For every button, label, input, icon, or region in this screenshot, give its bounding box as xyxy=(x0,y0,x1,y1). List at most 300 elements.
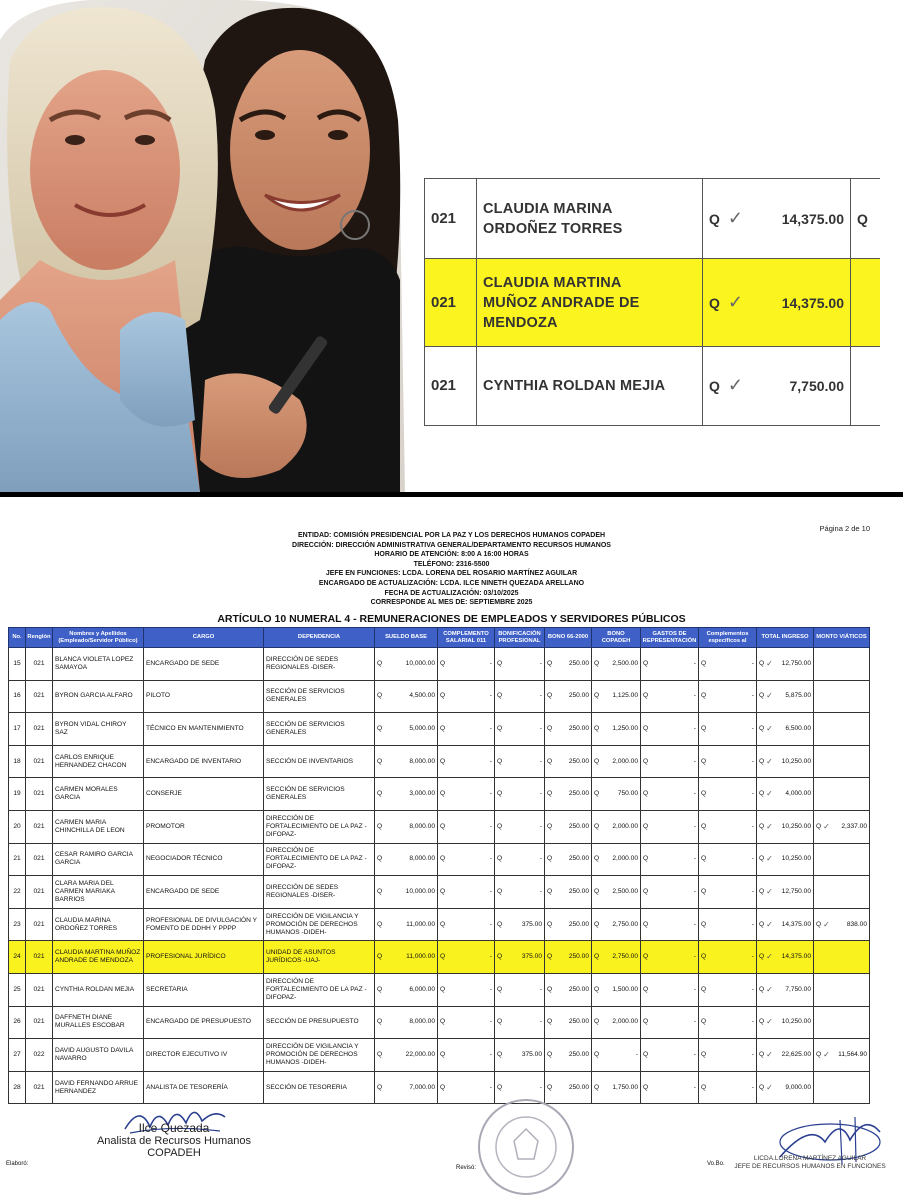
cell-bonif xyxy=(495,843,545,876)
cell-bonif xyxy=(495,778,545,811)
currency-symbol: Q xyxy=(440,1083,446,1091)
cell-bonocop xyxy=(592,843,641,876)
cell-dependencia: UNIDAD DE ASUNTOS JURÍDICOS -UAJ- xyxy=(264,941,375,974)
cell-gastos xyxy=(641,648,699,681)
currency-symbol: Q xyxy=(547,953,553,961)
cell-cargo: PILOTO xyxy=(144,680,264,713)
cell-sueldo xyxy=(375,973,438,1006)
cell-gastos xyxy=(641,973,699,1006)
cell-gastos xyxy=(641,713,699,746)
currency-symbol: Q xyxy=(643,985,649,993)
cell-compesp xyxy=(699,1006,757,1039)
amount-value: - xyxy=(539,985,542,993)
cell-total xyxy=(757,941,814,974)
amount-value: 12,750.00 xyxy=(781,659,811,667)
amount-value: - xyxy=(751,790,754,798)
currency-symbol: Q xyxy=(497,692,503,700)
currency-symbol: Q xyxy=(594,1083,600,1091)
column-header: DEPENDENCIA xyxy=(264,628,375,648)
currency-symbol: Q xyxy=(643,790,649,798)
currency-symbol: Q xyxy=(759,887,765,895)
zoom-currency: Q xyxy=(709,294,720,311)
amount-value: 2,750.00 xyxy=(612,920,638,928)
amount-value: 250.00 xyxy=(568,855,589,863)
amount-value: - xyxy=(489,1050,492,1058)
elaboro-signature-block xyxy=(84,1122,264,1159)
cell-no: 22 xyxy=(9,876,26,909)
cell-compesp xyxy=(699,713,757,746)
zoom-amount-cell xyxy=(703,259,851,347)
zoom-renglon: 021 xyxy=(425,259,477,347)
amount-value: 12,750.00 xyxy=(781,887,811,895)
amount-value: 10,250.00 xyxy=(781,757,811,765)
table-row xyxy=(9,908,870,941)
currency-symbol: Q xyxy=(547,1083,553,1091)
currency-symbol: Q xyxy=(440,790,446,798)
header-line: ENTIDAD: COMISIÓN PRESIDENCIAL POR LA PAZ Y LOS DERECHOS HUMANOS COPADEH xyxy=(297,532,606,539)
amount-value: 250.00 xyxy=(568,1083,589,1091)
amount-value: - xyxy=(751,724,754,732)
amount-value: 7,000.00 xyxy=(409,1083,435,1091)
cell-bono66 xyxy=(545,876,592,909)
cell-sueldo xyxy=(375,713,438,746)
check-mark-icon: ✓ xyxy=(766,886,773,896)
cell-bonocop xyxy=(592,713,641,746)
amount-value: - xyxy=(539,790,542,798)
zoom-amount: 14,375.00 xyxy=(781,210,844,227)
amount-value: 22,000.00 xyxy=(405,1050,435,1058)
currency-symbol: Q xyxy=(759,1050,765,1058)
currency-symbol: Q xyxy=(497,887,503,895)
currency-symbol: Q xyxy=(816,920,822,928)
cell-dependencia: DIRECCIÓN DE FORTALECIMIENTO DE LA PAZ -DIFOPAZ- xyxy=(264,810,375,843)
amount-value: - xyxy=(693,822,696,830)
cell-compesp xyxy=(699,876,757,909)
amount-value: 250.00 xyxy=(568,692,589,700)
cell-bonif xyxy=(495,648,545,681)
column-header: Nombres y Apellidos (Empleado/Servidor Público) xyxy=(53,628,144,648)
cell-bonocop xyxy=(592,778,641,811)
cell-comp xyxy=(438,941,495,974)
cell-total xyxy=(757,973,814,1006)
amount-value: 11,000.00 xyxy=(406,953,435,961)
column-header: COMPLEMENTO SALARIAL 011 xyxy=(438,628,495,648)
cell-nombre: DAFFNETH DIANE MURALLES ESCOBAR xyxy=(53,1006,144,1039)
cell-comp xyxy=(438,648,495,681)
cell-total xyxy=(757,680,814,713)
column-header: No. xyxy=(9,628,26,648)
cell-cargo: PROFESIONAL JURÍDICO xyxy=(144,941,264,974)
cell-sueldo xyxy=(375,876,438,909)
cell-viaticos xyxy=(814,648,870,681)
jefe-signature-block xyxy=(730,1155,890,1171)
cell-compesp xyxy=(699,648,757,681)
currency-symbol: Q xyxy=(497,1018,503,1026)
amount-value: - xyxy=(539,724,542,732)
table-row xyxy=(9,876,870,909)
cell-bonif xyxy=(495,973,545,1006)
currency-symbol: Q xyxy=(701,724,707,732)
cell-dependencia: SECCIÓN DE PRESUPUESTO xyxy=(264,1006,375,1039)
cell-viaticos xyxy=(814,810,870,843)
amount-value: - xyxy=(751,985,754,993)
currency-symbol: Q xyxy=(440,953,446,961)
currency-symbol: Q xyxy=(377,822,383,830)
column-header: CARGO xyxy=(144,628,264,648)
check-mark-icon: ✓ xyxy=(823,821,830,831)
cell-gastos xyxy=(641,1071,699,1104)
currency-symbol: Q xyxy=(377,920,383,928)
amount-value: 250.00 xyxy=(568,887,589,895)
cell-cargo: ENCARGADO DE SEDE xyxy=(144,876,264,909)
photo-illustration xyxy=(0,0,410,492)
cell-sueldo xyxy=(375,810,438,843)
currency-symbol: Q xyxy=(377,1018,383,1026)
cell-renglon: 021 xyxy=(26,1071,53,1104)
cell-bonocop xyxy=(592,1006,641,1039)
cell-renglon: 021 xyxy=(26,648,53,681)
amount-value: - xyxy=(751,659,754,667)
currency-symbol: Q xyxy=(547,724,553,732)
collage-top xyxy=(0,0,903,492)
amount-value: - xyxy=(751,822,754,830)
cell-nombre: CARMEN MORALES GARCIA xyxy=(53,778,144,811)
currency-symbol: Q xyxy=(547,822,553,830)
currency-symbol: Q xyxy=(759,1018,765,1026)
zoom-name-line: MENDOZA xyxy=(483,314,558,331)
cell-bono66 xyxy=(545,680,592,713)
cell-dependencia: DIRECCIÓN DE SEDES REGIONALES -DISER- xyxy=(264,648,375,681)
photo-two-women xyxy=(0,0,410,492)
cell-sueldo xyxy=(375,745,438,778)
vobo-label: Vo.Bo. xyxy=(707,1161,725,1167)
currency-symbol: Q xyxy=(643,1018,649,1026)
amount-value: - xyxy=(751,757,754,765)
elaboro-title: Analista de Recursos Humanos xyxy=(96,1135,252,1147)
currency-symbol: Q xyxy=(701,1018,707,1026)
currency-symbol: Q xyxy=(547,1050,553,1058)
currency-symbol: Q xyxy=(701,790,707,798)
cell-bono66 xyxy=(545,908,592,941)
cell-cargo: CONSERJE xyxy=(144,778,264,811)
currency-symbol: Q xyxy=(594,692,600,700)
currency-symbol: Q xyxy=(759,724,765,732)
amount-value: 14,375.00 xyxy=(781,920,811,928)
amount-value: - xyxy=(751,692,754,700)
currency-symbol: Q xyxy=(643,920,649,928)
table-row-highlighted xyxy=(9,941,870,974)
amount-value: 2,000.00 xyxy=(612,757,638,765)
zoom-name-line: CLAUDIA MARINA xyxy=(483,200,613,217)
column-header: MONTO VIÁTICOS xyxy=(814,628,870,648)
currency-symbol: Q xyxy=(377,757,383,765)
cell-compesp xyxy=(699,1071,757,1104)
zoom-name xyxy=(477,259,703,347)
amount-value: - xyxy=(539,887,542,895)
cell-bonocop xyxy=(592,941,641,974)
column-header: SUELDO BASE xyxy=(375,628,438,648)
amount-value: 750.00 xyxy=(617,790,638,798)
table-row xyxy=(9,745,870,778)
amount-value: 4,000.00 xyxy=(785,790,811,798)
amount-value: - xyxy=(489,887,492,895)
currency-symbol: Q xyxy=(594,920,600,928)
cell-nombre: DAVID AUGUSTO DAVILA NAVARRO xyxy=(53,1039,144,1072)
column-header: BONO COPADEH xyxy=(592,628,641,648)
cell-viaticos xyxy=(814,908,870,941)
cell-bonif xyxy=(495,680,545,713)
cell-no: 15 xyxy=(9,648,26,681)
cell-comp xyxy=(438,876,495,909)
currency-symbol: Q xyxy=(643,887,649,895)
amount-value: - xyxy=(751,887,754,895)
amount-value: - xyxy=(635,1050,638,1058)
amount-value: - xyxy=(693,724,696,732)
zoom-amount-cell xyxy=(703,347,851,426)
cell-renglon: 022 xyxy=(26,1039,53,1072)
currency-symbol: Q xyxy=(701,692,707,700)
remuneration-table xyxy=(8,627,870,1104)
cell-bonif xyxy=(495,876,545,909)
cell-viaticos xyxy=(814,941,870,974)
amount-value: 2,337.00 xyxy=(841,822,867,830)
currency-symbol: Q xyxy=(701,1050,707,1058)
cell-bonocop xyxy=(592,1071,641,1104)
currency-symbol: Q xyxy=(547,920,553,928)
amount-value: 250.00 xyxy=(568,1018,589,1026)
table-row xyxy=(9,648,870,681)
check-mark-icon: ✓ xyxy=(766,952,773,962)
cell-comp xyxy=(438,908,495,941)
zoom-amount-cell xyxy=(703,179,851,259)
currency-symbol: Q xyxy=(440,692,446,700)
check-mark-icon: ✓ xyxy=(766,1082,773,1092)
cell-sueldo xyxy=(375,941,438,974)
amount-value: - xyxy=(751,855,754,863)
cell-no: 17 xyxy=(9,713,26,746)
amount-value: - xyxy=(489,1018,492,1026)
cell-renglon: 021 xyxy=(26,843,53,876)
amount-value: 2,750.00 xyxy=(612,953,638,961)
amount-value: 1,750.00 xyxy=(612,1083,638,1091)
cell-viaticos xyxy=(814,843,870,876)
payroll-document xyxy=(0,497,903,1200)
amount-value: - xyxy=(751,920,754,928)
amount-value: - xyxy=(693,985,696,993)
amount-value: - xyxy=(539,1083,542,1091)
zoomed-table xyxy=(424,178,880,426)
amount-value: - xyxy=(693,757,696,765)
zoom-name xyxy=(477,179,703,259)
amount-value: - xyxy=(489,724,492,732)
currency-symbol: Q xyxy=(547,1018,553,1026)
cell-total xyxy=(757,908,814,941)
cell-viaticos xyxy=(814,876,870,909)
cell-sueldo xyxy=(375,908,438,941)
currency-symbol: Q xyxy=(643,953,649,961)
amount-value: 838.00 xyxy=(846,920,867,928)
amount-value: 5,875.00 xyxy=(785,692,811,700)
cell-bonif xyxy=(495,941,545,974)
amount-value: 9,000.00 xyxy=(785,1083,811,1091)
cell-no: 21 xyxy=(9,843,26,876)
amount-value: 1,125.00 xyxy=(612,692,638,700)
document-header xyxy=(0,531,903,608)
zoom-amount: 14,375.00 xyxy=(781,294,844,311)
amount-value: - xyxy=(489,692,492,700)
cell-bonif xyxy=(495,810,545,843)
cell-bonif xyxy=(495,908,545,941)
amount-value: 2,000.00 xyxy=(612,855,638,863)
zoom-currency: Q xyxy=(709,210,720,227)
cell-dependencia: DIRECCIÓN DE VIGILANCIA Y PROMOCIÓN DE DERECHOS HUMANOS -DIDEH- xyxy=(264,908,375,941)
zoom-next-cell: Q xyxy=(851,179,880,259)
cell-bonocop xyxy=(592,1039,641,1072)
cell-gastos xyxy=(641,908,699,941)
amount-value: - xyxy=(539,855,542,863)
cell-bono66 xyxy=(545,713,592,746)
currency-symbol: Q xyxy=(701,855,707,863)
currency-symbol: Q xyxy=(377,855,383,863)
currency-symbol: Q xyxy=(701,659,707,667)
cell-nombre: CARMEN MARIA CHINCHILLA DE LEON xyxy=(53,810,144,843)
table-row xyxy=(9,1039,870,1072)
cell-cargo: ENCARGADO DE INVENTARIO xyxy=(144,745,264,778)
currency-symbol: Q xyxy=(759,985,765,993)
currency-symbol: Q xyxy=(643,757,649,765)
cell-dependencia: SECCIÓN DE TESORERIA xyxy=(264,1071,375,1104)
cell-total xyxy=(757,778,814,811)
amount-value: - xyxy=(489,822,492,830)
table-row xyxy=(9,843,870,876)
amount-value: - xyxy=(751,1083,754,1091)
currency-symbol: Q xyxy=(497,953,503,961)
cell-bonocop xyxy=(592,648,641,681)
check-mark-icon: ✓ xyxy=(766,1049,773,1059)
amount-value: 8,000.00 xyxy=(409,855,435,863)
amount-value: 2,000.00 xyxy=(612,1018,638,1026)
zoom-currency: Q xyxy=(709,378,720,394)
zoom-name xyxy=(477,347,703,426)
currency-symbol: Q xyxy=(594,855,600,863)
amount-value: 10,250.00 xyxy=(781,855,811,863)
cell-bonif xyxy=(495,713,545,746)
cell-bono66 xyxy=(545,843,592,876)
article-title: ARTÍCULO 10 NUMERAL 4 - REMUNERACIONES DE EMPLEADOS Y SERVIDORES PÚBLICOS xyxy=(217,613,686,625)
cell-cargo: NEGOCIADOR TÉCNICO xyxy=(144,843,264,876)
currency-symbol: Q xyxy=(440,887,446,895)
amount-value: 8,000.00 xyxy=(409,822,435,830)
currency-symbol: Q xyxy=(594,757,600,765)
currency-symbol: Q xyxy=(701,822,707,830)
header-line: DIRECCIÓN: DIRECCIÓN ADMINISTRATIVA GENERAL/DEPARTAMENTO RECURSOS HUMANOS xyxy=(292,541,611,549)
currency-symbol: Q xyxy=(594,822,600,830)
amount-value: - xyxy=(539,757,542,765)
amount-value: - xyxy=(489,855,492,863)
table-header-row xyxy=(9,628,870,648)
amount-value: 250.00 xyxy=(568,659,589,667)
amount-value: 8,000.00 xyxy=(409,757,435,765)
currency-symbol: Q xyxy=(643,822,649,830)
header-line: ENCARGADO DE ACTUALIZACIÓN: LCDA. ILCE NINETH QUEZADA ARELLANO xyxy=(318,579,585,587)
cell-gastos xyxy=(641,843,699,876)
cell-comp xyxy=(438,973,495,1006)
amount-value: 6,500.00 xyxy=(785,724,811,732)
cell-no: 27 xyxy=(9,1039,26,1072)
cell-gastos xyxy=(641,680,699,713)
zoom-name-line: CLAUDIA MARTINA xyxy=(483,274,622,291)
currency-symbol: Q xyxy=(643,724,649,732)
cell-gastos xyxy=(641,876,699,909)
currency-symbol: Q xyxy=(643,659,649,667)
amount-value: - xyxy=(693,790,696,798)
amount-value: 250.00 xyxy=(568,920,589,928)
amount-value: - xyxy=(489,953,492,961)
currency-symbol: Q xyxy=(547,757,553,765)
check-mark-icon: ✓ xyxy=(823,1049,830,1059)
amount-value: 14,375.00 xyxy=(781,953,811,961)
currency-symbol: Q xyxy=(594,1018,600,1026)
header-line: JEFE EN FUNCIONES: LCDA. LORENA DEL ROSARIO MARTÍNEZ AGUILAR xyxy=(325,570,578,578)
cell-no: 19 xyxy=(9,778,26,811)
amount-value: - xyxy=(693,855,696,863)
amount-value: 22,625.00 xyxy=(781,1050,811,1058)
zoom-amount: 7,750.00 xyxy=(789,378,844,394)
amount-value: - xyxy=(693,1083,696,1091)
cell-bono66 xyxy=(545,973,592,1006)
amount-value: 3,000.00 xyxy=(409,790,435,798)
cell-no: 24 xyxy=(9,941,26,974)
currency-symbol: Q xyxy=(497,724,503,732)
cell-gastos xyxy=(641,778,699,811)
amount-value: 7,750.00 xyxy=(785,985,811,993)
zoom-renglon: 021 xyxy=(425,179,477,259)
currency-symbol: Q xyxy=(547,659,553,667)
cell-compesp xyxy=(699,745,757,778)
amount-value: 10,000.00 xyxy=(405,887,435,895)
amount-value: 2,000.00 xyxy=(612,822,638,830)
amount-value: 10,250.00 xyxy=(781,1018,811,1026)
currency-symbol: Q xyxy=(377,985,383,993)
currency-symbol: Q xyxy=(643,692,649,700)
header-line: FECHA DE ACTUALIZACIÓN: 03/10/2025 xyxy=(384,589,519,597)
currency-symbol: Q xyxy=(701,757,707,765)
currency-symbol: Q xyxy=(377,724,383,732)
check-mark-icon: ✓ xyxy=(766,821,773,831)
cell-compesp xyxy=(699,843,757,876)
currency-symbol: Q xyxy=(643,855,649,863)
cell-cargo: ENCARGADO DE SEDE xyxy=(144,648,264,681)
currency-symbol: Q xyxy=(377,887,383,895)
cell-gastos xyxy=(641,810,699,843)
cell-compesp xyxy=(699,973,757,1006)
cell-nombre: CARLOS ENRIQUE HERNANDEZ CHACON xyxy=(53,745,144,778)
cell-total xyxy=(757,876,814,909)
currency-symbol: Q xyxy=(759,692,765,700)
cell-no: 28 xyxy=(9,1071,26,1104)
currency-symbol: Q xyxy=(701,985,707,993)
currency-symbol: Q xyxy=(816,1050,822,1058)
cell-dependencia: SECCIÓN DE SERVICIOS GENERALES xyxy=(264,680,375,713)
cell-dependencia: DIRECCIÓN DE FORTALECIMIENTO DE LA PAZ -DIFOPAZ- xyxy=(264,843,375,876)
cell-sueldo xyxy=(375,680,438,713)
cell-compesp xyxy=(699,810,757,843)
currency-symbol: Q xyxy=(497,855,503,863)
cell-bonocop xyxy=(592,745,641,778)
currency-symbol: Q xyxy=(643,1050,649,1058)
cell-renglon: 021 xyxy=(26,941,53,974)
cell-cargo: DIRECTOR EJECUTIVO IV xyxy=(144,1039,264,1072)
